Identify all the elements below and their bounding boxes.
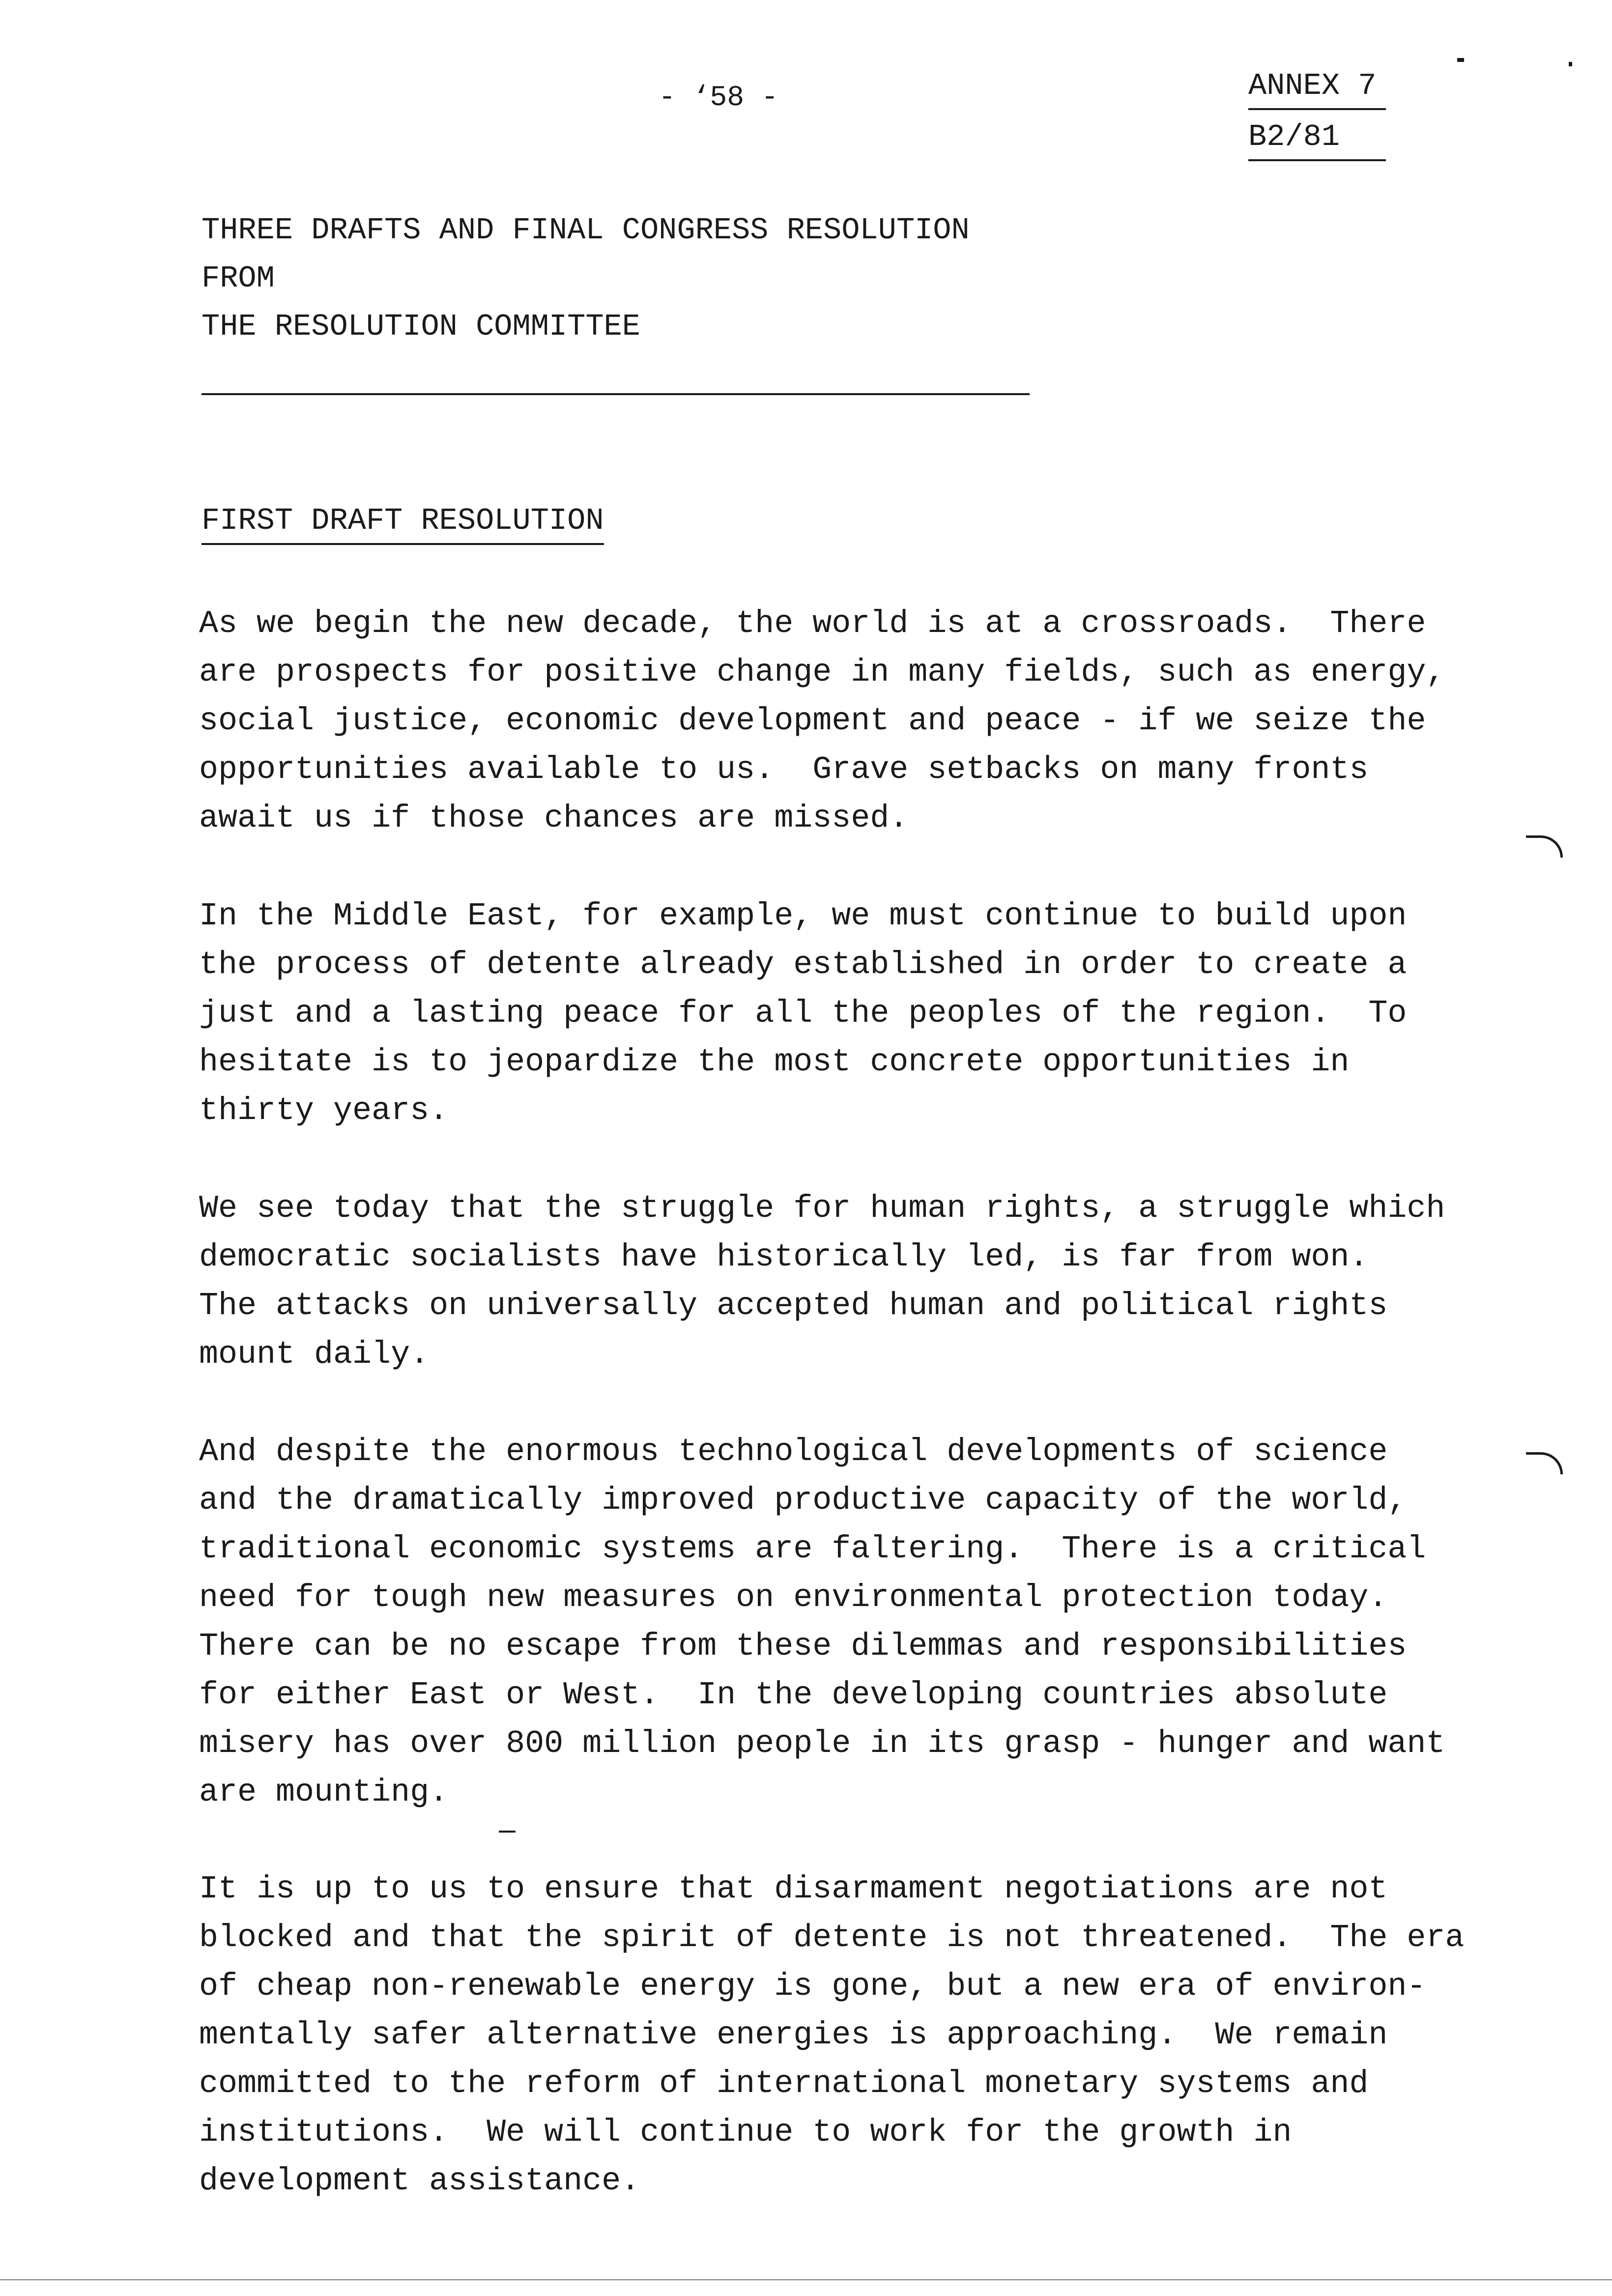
- section-title: FIRST DRAFT RESOLUTION: [202, 499, 604, 545]
- paragraph-middle-east: In the Middle East, for example, we must continue to build upon the process of detente already established in order to create a just and a lasting peace for all the peoples of the region. To hesitate is to jeopardize the most concrete opportunities in thirty years.: [199, 898, 1407, 1129]
- heading-line-2: FROM: [202, 261, 275, 296]
- heading-line-1: THREE DRAFTS AND FINAL CONGRESS RESOLUTION: [202, 213, 970, 248]
- annex-label: ANNEX 7: [1248, 64, 1386, 110]
- paragraph-disarmament: It is up to us to ensure that disarmament negotiations are not blocked and that the spirit of detente is not threatened. The era of cheap non-renewable energy is gone, but a new era of environ- mentally safer alternative energies is approaching. We remain committed to the reform of international monetary systems and institutions. We will continue to work for the growth in development assistance.: [199, 1871, 1465, 2199]
- ink-speck: [1569, 62, 1572, 66]
- paragraph-human-rights: We see today that the struggle for human rights, a struggle which democratic socialists have historically led, is far from won. The attacks on universally accepted human and political rights mount daily.: [199, 1190, 1445, 1373]
- document-reference: B2/81: [1248, 115, 1386, 161]
- paragraph-economic-systems: And despite the enormous technological developments of science and the dramatically improved productive capacity of the world, traditional economic systems are faltering. There is a critical need for tough new measures on environmental protection today. There can be no escape from these dilemmas and responsibilities for either East or West. In the developing countries absolute misery has over 800 million people in its grasp - hunger and want are mounting.: [199, 1434, 1445, 1810]
- margin-bracket-mark: [1526, 835, 1563, 858]
- annex-reference-block: [1248, 64, 1386, 166]
- stray-mark: [499, 1831, 516, 1833]
- scan-bottom-edge: [0, 2279, 1612, 2280]
- page-number: - ‘58 -: [659, 82, 778, 114]
- ink-speck: [1457, 58, 1464, 62]
- margin-bracket-mark: [1526, 1452, 1563, 1474]
- heading-divider: [202, 393, 1030, 395]
- document-heading: [202, 206, 970, 351]
- paragraph-crossroads: As we begin the new decade, the world is at a crossroads. There are prospects for positive change in many fields, such as energy, social justice, economic development and peace - if we seize the opportunities available to us. Grave setbacks on many fronts await us if those chances are missed.: [199, 605, 1445, 836]
- heading-line-3: THE RESOLUTION COMMITTEE: [202, 309, 640, 344]
